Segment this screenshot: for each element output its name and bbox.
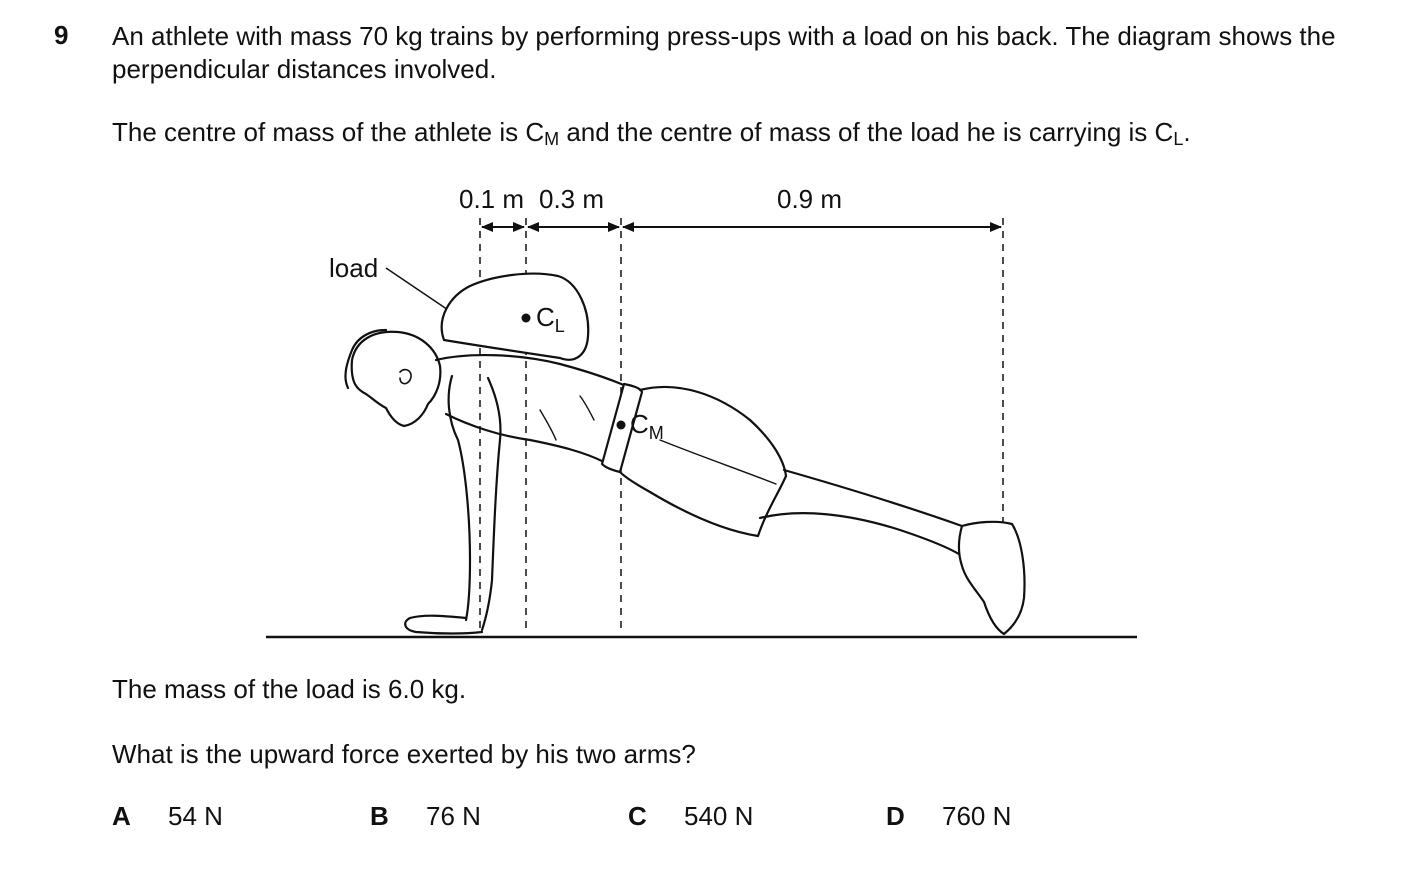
shirt-fold-1 [540, 410, 556, 440]
athlete-shoe [959, 522, 1025, 634]
load-bag [442, 274, 589, 360]
athlete-hand [405, 616, 482, 634]
athlete-chest [446, 414, 604, 462]
option-letter: A [112, 801, 131, 831]
athlete-leg-lower [760, 513, 962, 556]
option-letter: C [628, 801, 647, 831]
load-label: load [329, 253, 379, 283]
option-letter: B [370, 801, 389, 831]
distance-label-0-9m: 0.9 m [777, 184, 843, 214]
option-a[interactable] [112, 801, 223, 832]
option-value: 76 N [426, 801, 481, 831]
cl-point [522, 314, 531, 323]
option-letter: D [886, 801, 905, 831]
cm-label: $C_M$ [630, 409, 664, 443]
question-prompt: What is the upward force exerted by his two arms? [112, 739, 696, 769]
athlete-back [436, 355, 626, 386]
option-value: 760 N [942, 801, 1012, 831]
option-c[interactable] [628, 801, 753, 832]
cm-point [617, 421, 626, 430]
centre-of-mass-statement: The centre of mass of the athlete is $C_M$ and the centre of mass of the load he is carrying is $C_L$. [112, 117, 1191, 149]
shirt-fold-2 [580, 396, 594, 420]
distance-label-0-1m: 0.1 m [459, 184, 525, 214]
athlete-head [352, 332, 441, 426]
athlete-figure [345, 274, 1024, 634]
athlete-arm-front [482, 378, 501, 630]
shorts-fold [660, 440, 776, 484]
option-d[interactable] [886, 801, 1011, 832]
distance-label-0-3m: 0.3 m [539, 184, 605, 214]
athlete-arm-back [449, 376, 470, 620]
option-value: 540 N [684, 801, 754, 831]
option-b[interactable] [370, 801, 481, 832]
load-mass-statement: The mass of the load is 6.0 kg. [112, 674, 467, 704]
cl-label: $C_L$ [536, 302, 565, 336]
option-value: 54 N [168, 801, 223, 831]
question-stem: An athlete with mass 70 kg trains by performing press-ups with a load on his back. The diagram shows the perpendicular distances involved. [112, 21, 1336, 84]
athlete-leg-upper [784, 470, 962, 526]
question-number: 9 [54, 20, 69, 50]
